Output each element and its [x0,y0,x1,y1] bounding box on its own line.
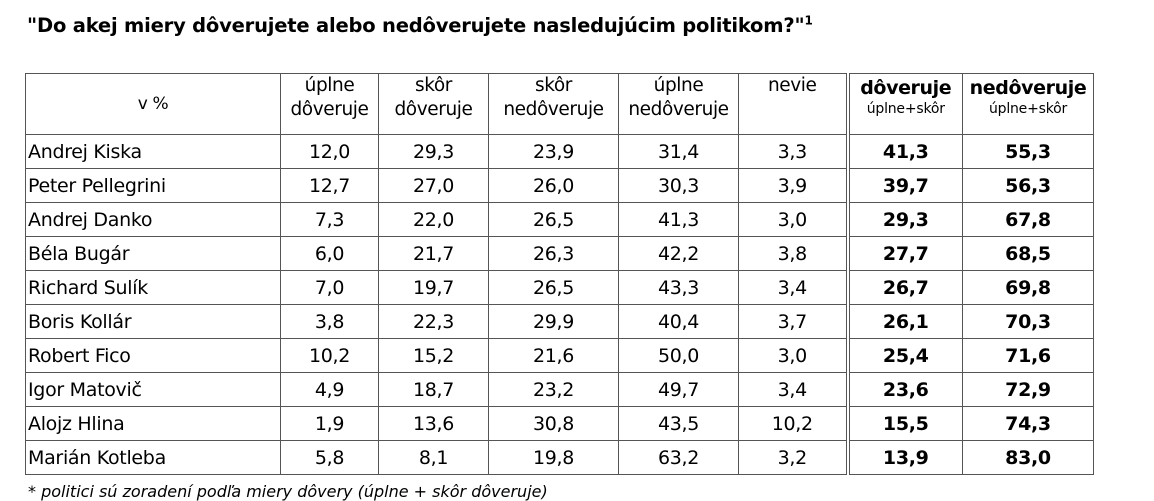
table-row [26,203,1094,237]
value-cell: 43,5 [619,407,739,441]
politician-name: Robert Fico [26,339,281,373]
value-cell: 19,8 [489,441,619,475]
value-cell: 39,7 [848,169,963,203]
value-cell: 70,3 [963,305,1094,339]
value-cell: 26,5 [489,203,619,237]
value-cell: 3,0 [739,339,848,373]
col-header-uplne-nedoveruje: úplne nedôveruje [619,74,739,135]
value-cell: 12,7 [281,169,379,203]
value-cell: 23,2 [489,373,619,407]
value-cell: 19,7 [379,271,489,305]
footnote-marker: 1 [804,13,813,28]
value-cell: 3,8 [281,305,379,339]
value-cell: 29,3 [848,203,963,237]
politician-name: Boris Kollár [26,305,281,339]
value-cell: 56,3 [963,169,1094,203]
value-cell: 26,1 [848,305,963,339]
value-cell: 3,0 [739,203,848,237]
value-cell: 69,8 [963,271,1094,305]
value-cell: 22,0 [379,203,489,237]
value-cell: 12,0 [281,135,379,169]
value-cell: 13,9 [848,441,963,475]
value-cell: 7,0 [281,271,379,305]
trust-table [25,73,1094,475]
value-cell: 3,9 [739,169,848,203]
table-row [26,407,1094,441]
value-cell: 3,2 [739,441,848,475]
value-cell: 26,7 [848,271,963,305]
value-cell: 41,3 [848,135,963,169]
value-cell: 49,7 [619,373,739,407]
politician-name: Igor Matovič [26,373,281,407]
value-cell: 25,4 [848,339,963,373]
value-cell: 13,6 [379,407,489,441]
value-cell: 3,4 [739,271,848,305]
value-cell: 10,2 [281,339,379,373]
table-row [26,169,1094,203]
value-cell: 71,6 [963,339,1094,373]
value-cell: 40,4 [619,305,739,339]
value-cell: 55,3 [963,135,1094,169]
table-row [26,135,1094,169]
value-cell: 3,3 [739,135,848,169]
col-header-nedoveruje-sum: nedôveruje úplne+skôr [963,74,1094,135]
value-cell: 27,0 [379,169,489,203]
value-cell: 63,2 [619,441,739,475]
value-cell: 29,9 [489,305,619,339]
value-cell: 10,2 [739,407,848,441]
value-cell: 22,3 [379,305,489,339]
title-text: "Do akej miery dôverujete alebo nedôverujete nasledujúcim politikom?" [27,14,805,37]
politician-name: Alojz Hlina [26,407,281,441]
col-header-uplne-doveruje: úplne dôveruje [281,74,379,135]
value-cell: 26,3 [489,237,619,271]
value-cell: 26,0 [489,169,619,203]
politician-name: Marián Kotleba [26,441,281,475]
value-cell: 29,3 [379,135,489,169]
col-header-skor-doveruje: skôr dôveruje [379,74,489,135]
col-header-skor-nedoveruje: skôr nedôveruje [489,74,619,135]
value-cell: 21,6 [489,339,619,373]
table-row [26,305,1094,339]
value-cell: 26,5 [489,271,619,305]
value-cell: 3,4 [739,373,848,407]
value-cell: 74,3 [963,407,1094,441]
value-cell: 4,9 [281,373,379,407]
table-row [26,339,1094,373]
politician-name: Andrej Kiska [26,135,281,169]
value-cell: 3,8 [739,237,848,271]
value-cell: 8,1 [379,441,489,475]
value-cell: 23,6 [848,373,963,407]
value-cell: 42,2 [619,237,739,271]
value-cell: 30,8 [489,407,619,441]
value-cell: 3,7 [739,305,848,339]
value-cell: 41,3 [619,203,739,237]
table-row [26,237,1094,271]
politician-name: Richard Sulík [26,271,281,305]
col-header-nevie: nevie [739,74,848,135]
value-cell: 68,5 [963,237,1094,271]
value-cell: 50,0 [619,339,739,373]
value-cell: 31,4 [619,135,739,169]
politician-name: Andrej Danko [26,203,281,237]
value-cell: 27,7 [848,237,963,271]
table-row [26,441,1094,475]
value-cell: 15,2 [379,339,489,373]
table-row [26,271,1094,305]
corner-label: v % [26,74,281,135]
footnote: * politici sú zoradení podľa miery dôvery (úplne + skôr dôveruje) [28,482,548,501]
table-row [26,373,1094,407]
value-cell: 1,9 [281,407,379,441]
value-cell: 83,0 [963,441,1094,475]
value-cell: 43,3 [619,271,739,305]
politician-name: Béla Bugár [26,237,281,271]
value-cell: 67,8 [963,203,1094,237]
value-cell: 72,9 [963,373,1094,407]
value-cell: 30,3 [619,169,739,203]
value-cell: 6,0 [281,237,379,271]
value-cell: 15,5 [848,407,963,441]
value-cell: 23,9 [489,135,619,169]
value-cell: 18,7 [379,373,489,407]
value-cell: 7,3 [281,203,379,237]
header-row [26,74,1094,135]
politician-name: Peter Pellegrini [26,169,281,203]
page-title [27,14,813,37]
col-header-doveruje-sum: dôveruje úplne+skôr [848,74,963,135]
value-cell: 21,7 [379,237,489,271]
value-cell: 5,8 [281,441,379,475]
